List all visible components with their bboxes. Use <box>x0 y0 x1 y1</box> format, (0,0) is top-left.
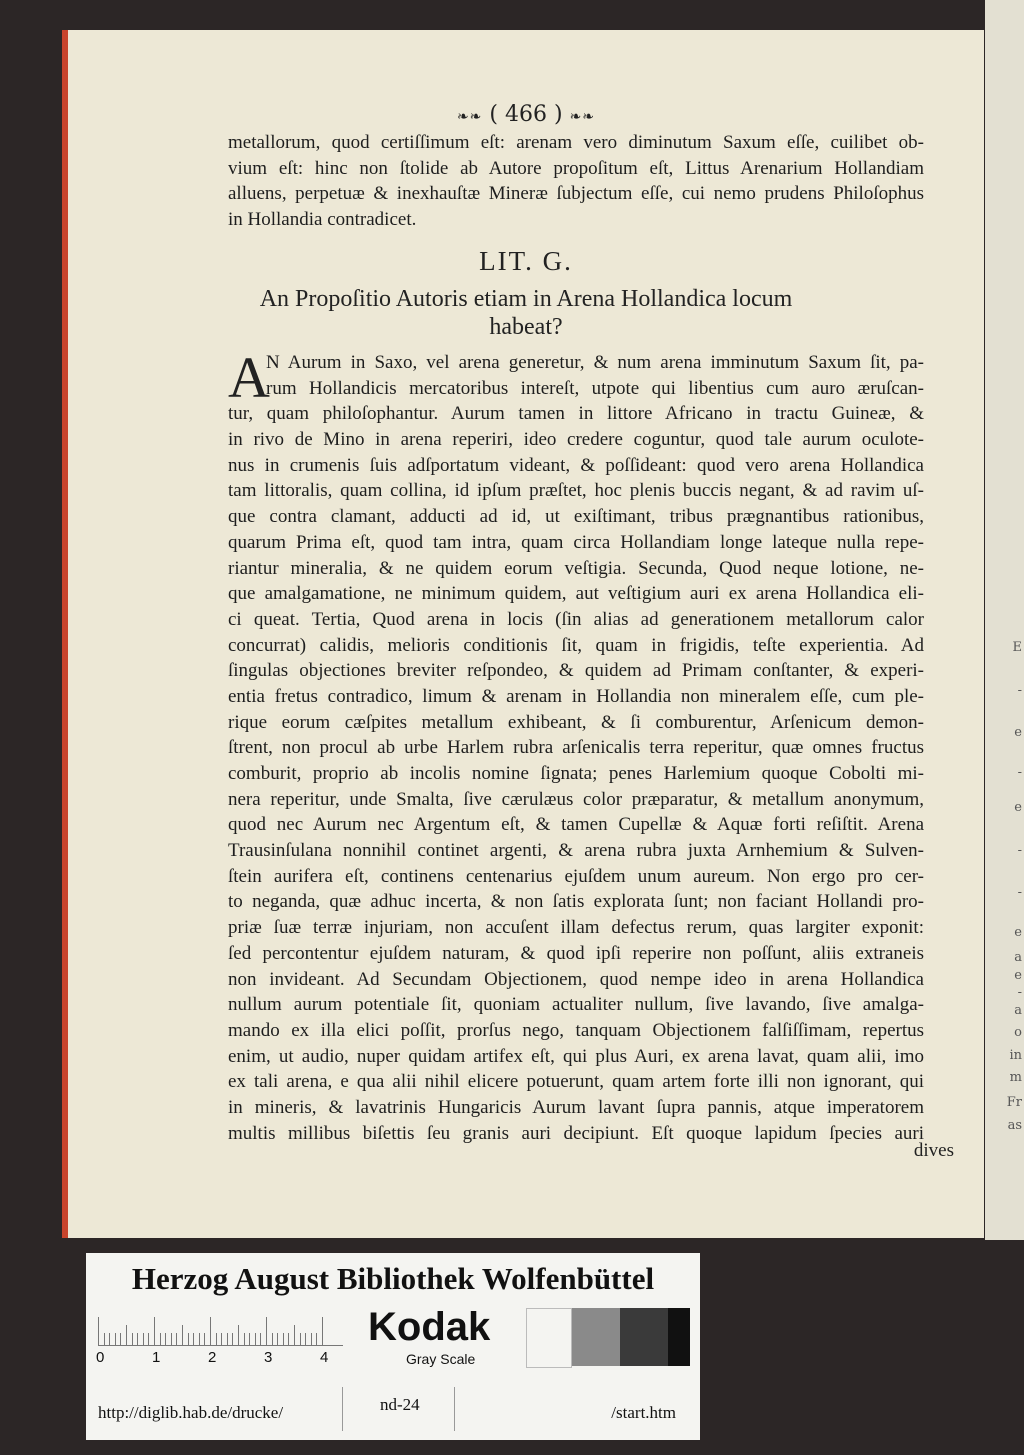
section-title-line: An Propoſitio Autoris etiam in Arena Hollandica locum <box>259 286 793 312</box>
ruler-tick <box>221 1333 222 1345</box>
gray-scale-label: Gray Scale <box>406 1351 476 1367</box>
adjacent-page-strip <box>985 0 1024 1240</box>
text-line: ex tali arena, e qua alii nihil elicere potuerunt, quam artem forte illi non ignorant, qui <box>228 1071 924 1093</box>
ruler-tick <box>104 1333 105 1345</box>
side-fragment: e <box>1014 968 1022 983</box>
ruler-tick <box>109 1333 110 1345</box>
ruler-tick <box>182 1325 183 1345</box>
label-divider <box>342 1387 343 1431</box>
page-number: ( 466 ) <box>489 102 563 127</box>
section-heading: LIT. G. <box>479 246 573 276</box>
text-line: tur, quam philoſophantur. Aurum tamen in littore Africano in tractu Guineæ, & <box>228 403 924 425</box>
text-line: riantur mineralia, & ne quidem eorum veſtigia. Secunda, Quod neque lotione, ne- <box>228 557 924 579</box>
text-line: vium eſt: hinc non ſtolide ab Autore propoſitum eſt, Littus Arenarium Hollandiam <box>228 157 924 179</box>
text-line: metallorum, quod certiſſimum eſt: arenam vero diminutum Saxum eſſe, cuilibet ob- <box>228 132 924 153</box>
ruler-numbers <box>96 1349 346 1369</box>
text-line: rique eorum cæſpites metallum exhibeant, & ſi comburentur, Arſenicum demon- <box>228 711 924 733</box>
text-line: tam littoralis, quam collina, id ipſum præſtet, hoc plenis buccis negant, & ad ravim uſ- <box>228 480 924 502</box>
ruler-tick <box>238 1325 239 1345</box>
side-fragment: as <box>1007 1118 1022 1133</box>
ruler-tick <box>316 1333 317 1345</box>
text-line: ſed percontentur ejuſdem naturam, & quod ipſi reperire non poſſunt, aliis extraneis <box>228 942 924 964</box>
ruler-tick <box>232 1333 233 1345</box>
ruler-tick <box>305 1333 306 1345</box>
ruler-number: 2 <box>208 1349 217 1366</box>
text-line: que contra clamant, adducti ad id, ut exiſtimant, tribus prægnantibus rationibus, <box>228 506 924 528</box>
gray-swatch-white <box>526 1308 572 1368</box>
ruler-tick <box>283 1333 284 1345</box>
text-line: mando ex illa elici poſſit, prorſus nego, tanquam Objectionem falſiſſimam, repertus <box>228 1019 924 1041</box>
side-fragment: m <box>1009 1070 1022 1085</box>
gray-swatch-mid <box>572 1308 620 1366</box>
ruler-tick <box>137 1333 138 1345</box>
ornament-left-icon: ❧❧ <box>456 109 483 125</box>
ruler-tick <box>199 1333 200 1345</box>
ruler-tick <box>266 1317 267 1345</box>
ruler-number: 3 <box>264 1349 273 1366</box>
ornament-right-icon: ❧❧ <box>569 109 596 125</box>
intro-paragraph <box>228 132 924 235</box>
label-divider <box>454 1387 455 1431</box>
gray-swatch-black <box>668 1308 690 1366</box>
ruler-tick <box>294 1325 295 1345</box>
text-line: nus in crumenis ſuis adſportatum videant, & poſſideant: quod vero arena Hollandica <box>228 454 924 476</box>
ruler-tick <box>120 1333 121 1345</box>
ruler-tick <box>154 1317 155 1345</box>
text-line: nullum aurum potentiale ſit, quoniam actualiter nullum, ſive lavando, ſive amalga- <box>228 994 924 1016</box>
side-fragment: - <box>1017 885 1022 900</box>
ruler-tick <box>272 1333 273 1345</box>
ruler-tick <box>132 1333 133 1345</box>
ruler-tick <box>255 1333 256 1345</box>
side-fragment: e <box>1014 925 1022 940</box>
ruler-tick <box>204 1333 205 1345</box>
ruler-tick <box>98 1317 99 1345</box>
text-line: rum Hollandicis mercatoribus intereſt, utpote qui libentius cum auro æruſcan- <box>266 377 924 399</box>
ruler-tick <box>148 1333 149 1345</box>
ruler-number: 0 <box>96 1349 105 1366</box>
ruler-tick <box>176 1333 177 1345</box>
page-header <box>68 102 984 127</box>
side-fragment: - <box>1017 843 1022 858</box>
ruler-tick <box>322 1317 323 1345</box>
ruler-tick <box>227 1333 228 1345</box>
catchword: dives <box>913 1140 954 1161</box>
ruler-tick <box>143 1333 144 1345</box>
ruler-tick <box>126 1325 127 1345</box>
section-title-line: habeat? <box>489 314 563 340</box>
side-fragment: e <box>1014 725 1022 740</box>
text-line: nera reperitur, unde Smalta, ſive cærulæus color præparatur, & metallum anonymum, <box>228 788 924 810</box>
side-fragment: e <box>1014 800 1022 815</box>
text-line: entia fretus contradico, limum & arenam in Hollandia non mineralem eſſe, cum ple- <box>228 685 924 707</box>
side-fragment: E <box>1012 640 1022 655</box>
shelfmark: nd-24 <box>380 1395 420 1414</box>
ruler-tick <box>115 1333 116 1345</box>
text-line: Trausinſulana nonnihil continet argenti, & arena rubra juxta Arnhemium & Sulven- <box>228 840 924 862</box>
text-line: alluens, perpetuæ & inexhauſtæ Mineræ ſubjectum eſſe, cui nemo prudens Philoſophus <box>228 183 924 205</box>
side-fragment: - <box>1017 765 1022 780</box>
text-line: in mineris, & lavatrinis Hungaricis Aurum lavant ſupra pannis, atque imperatorem <box>228 1096 924 1118</box>
library-label-card <box>86 1253 700 1440</box>
ruler-tick <box>244 1333 245 1345</box>
text-line: N Aurum in Saxo, vel arena generetur, & num arena imminutum Saxum ſit, pa- <box>266 352 924 373</box>
side-fragment: - <box>1017 683 1022 698</box>
ruler-tick <box>311 1333 312 1345</box>
ruler-tick <box>160 1333 161 1345</box>
text-line: multis millibus biſettis ſeu granis auri decipiunt. Eſt quoque lapidum ſpecies auri <box>228 1122 924 1144</box>
side-fragment: a <box>1014 1003 1022 1018</box>
book-page <box>62 30 984 1238</box>
text-line: to neganda, quæ adhuc incerta, & non ſatis explorata ſunt; non faciant Hollandi pro- <box>228 891 924 913</box>
text-line: que amalgamatione, ne minimum quidem, aut veſtigium auri ex arena Hollandica eli- <box>228 583 924 605</box>
text-line: quod nec Aurum nec Argentum eſt, & tamen Cupellæ & Aquæ forti reſiſtit. Arena <box>228 814 924 836</box>
text-line: enim, ut audio, nuper quidam artifex eſt, qui plus Auri, ex arena lavat, quam alii, imo <box>228 1045 924 1067</box>
ruler-tick <box>300 1333 301 1345</box>
side-fragment: - <box>1017 985 1022 1000</box>
text-line: priæ ſuæ terræ injuriam, non accuſent illam defectus rerum, quas largiter exponit: <box>228 917 924 939</box>
ruler-tick <box>188 1333 189 1345</box>
text-line: comburit, proprio ab incolis nomine ſignata; penes Harlemium quoque Cobolti mi- <box>228 763 924 784</box>
side-fragment: Fr <box>1006 1095 1022 1110</box>
side-fragment: a <box>1014 950 1022 965</box>
kodak-logo: Kodak <box>368 1305 491 1349</box>
ruler-tick <box>288 1333 289 1345</box>
library-name: Herzog August Bibliothek Wolfenbüttel <box>131 1261 655 1296</box>
side-fragment: in <box>1009 1048 1022 1063</box>
text-line: non invideant. Ad Secundam Objectionem, quod nempe ideo in arena Hollandica <box>228 968 924 990</box>
ruler-tick <box>165 1333 166 1345</box>
gray-swatch-dark <box>620 1308 668 1366</box>
drop-cap: A <box>228 345 270 410</box>
side-fragment: o <box>1014 1025 1022 1040</box>
text-line: concurrat) calidis, melioris conditionis ſit, quam in frigidis, teſte experientia. Ad <box>228 634 924 656</box>
ruler-tick <box>277 1333 278 1345</box>
ruler-tick <box>216 1333 217 1345</box>
text-line: ci queat. Tertia, Quod arena in locis (ſin alias ad generationem metallorum calor <box>228 608 924 630</box>
section-title <box>68 285 984 341</box>
ruler-number: 1 <box>152 1349 161 1366</box>
ruler-number: 4 <box>320 1349 329 1366</box>
text-line: in Hollandia contradicet. <box>228 209 417 231</box>
ruler-tick <box>249 1333 250 1345</box>
start-page-link[interactable]: /start.htm <box>611 1403 676 1422</box>
text-line: ſtein aurifera eſt, continens centenarius ejuſdem unum aureum. Non ergo pro cer- <box>228 865 924 887</box>
text-line: ſtrent, non procul ab urbe Harlem rubra arſenicalis terra reperitur, quæ omnes fructus <box>228 737 924 759</box>
ruler-tick <box>210 1317 211 1345</box>
text-line: ſingulas objectiones breviter reſpondeo, & quidem ad Primam conſtanter, & experi- <box>228 660 924 682</box>
ruler-tick <box>193 1333 194 1345</box>
measurement-ruler <box>98 1315 343 1346</box>
text-line: quarum Prima eſt, quod tam intra, quam circa Hollandiam longe lateque nulla repe- <box>228 531 924 553</box>
body-paragraph <box>228 345 924 1148</box>
text-line: in rivo de Mino in arena reperiri, ideo credere coguntur, quod tale aurum oculote- <box>228 429 924 451</box>
source-url[interactable]: http://diglib.hab.de/drucke/ <box>98 1403 284 1422</box>
ruler-tick <box>260 1333 261 1345</box>
ruler-tick <box>171 1333 172 1345</box>
